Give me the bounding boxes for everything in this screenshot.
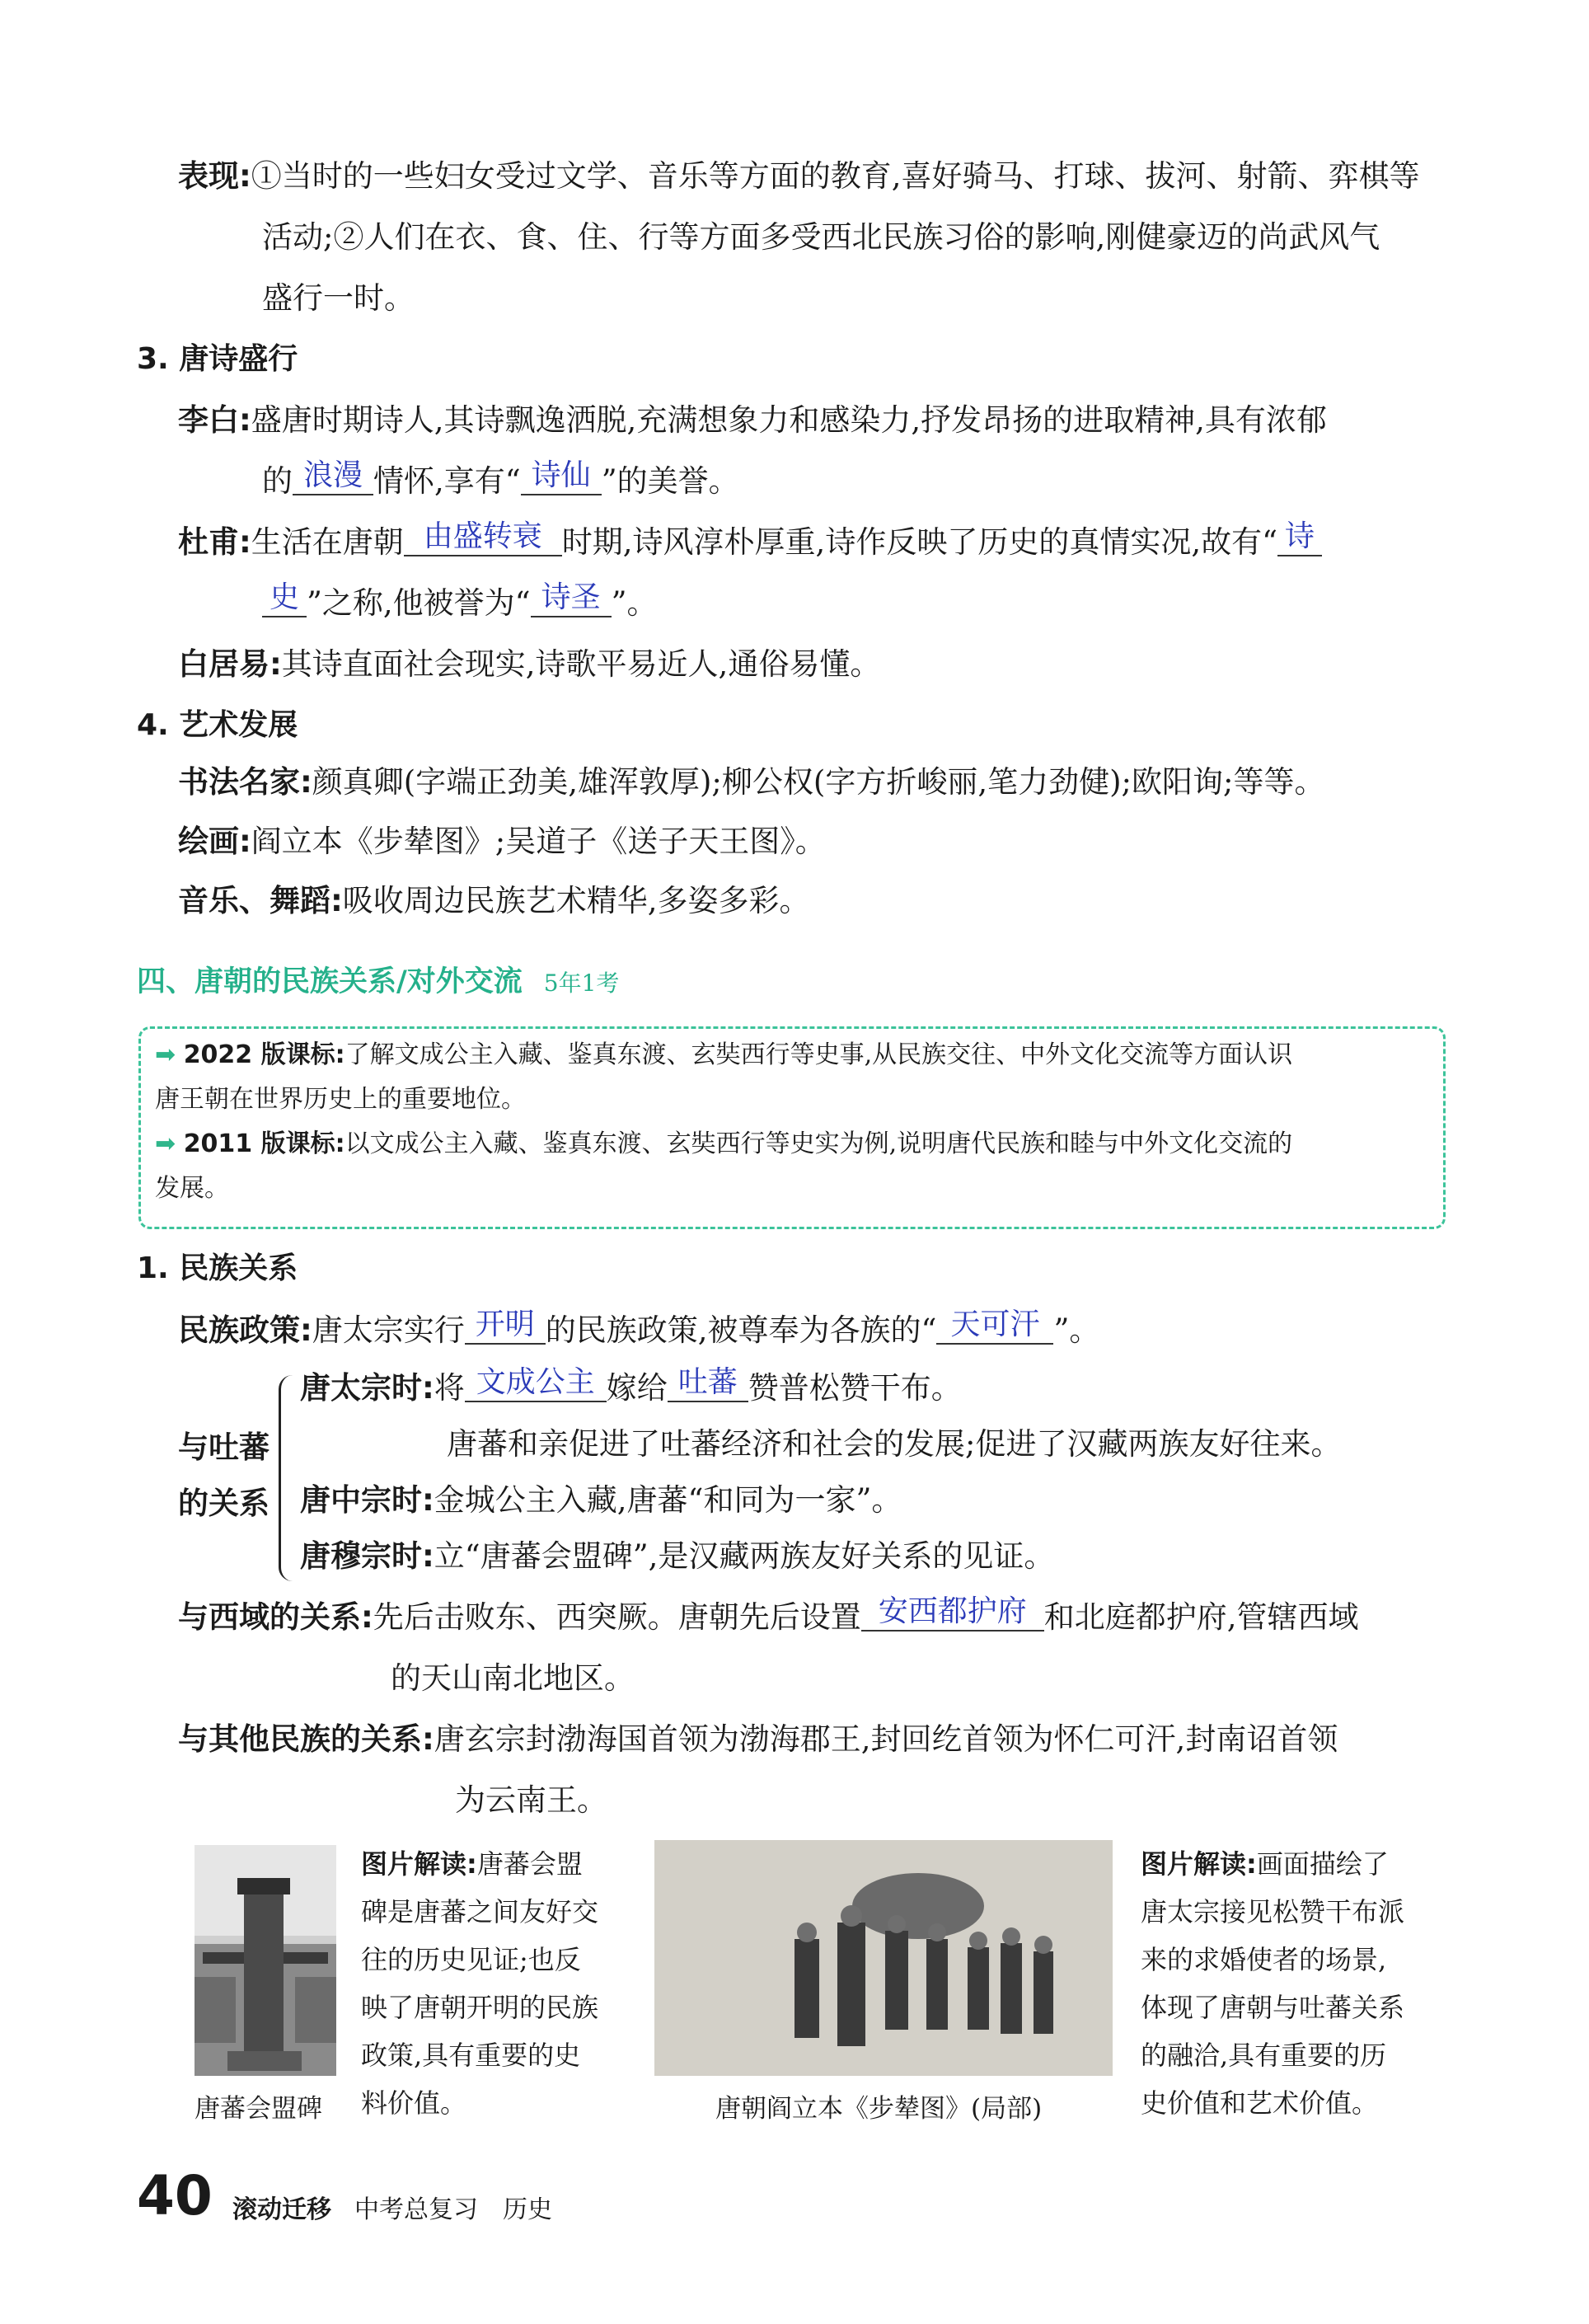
note1-line3: 映了唐朝开明的民族: [361, 1992, 599, 2023]
answer-tubo: 吐蕃: [668, 1364, 748, 1402]
answer-shixian: 诗仙: [521, 458, 602, 495]
bai-line: [178, 645, 880, 684]
performance-line1: [178, 157, 1420, 196]
dufu-line1: [178, 519, 1322, 563]
std1-line2: 唐王朝在世界历史上的重要地位。: [155, 1085, 526, 1114]
brace: [279, 1375, 293, 1581]
arrow-right-icon: ➡: [155, 1040, 176, 1069]
footer-brand: 滚动迁移: [232, 2195, 331, 2224]
performance-line2: 活动;②人们在衣、食、住、行等方面多受西北民族习俗的影响,刚健豪迈的尚武风气: [262, 219, 1380, 255]
taizong-pre: 将: [434, 1370, 465, 1406]
policy-post: ”。: [1053, 1312, 1100, 1348]
libai-post: ”的美誉。: [601, 463, 739, 499]
calligraphy-line: [178, 763, 1324, 802]
section4-meta: 5年1考: [543, 970, 620, 997]
fig1-caption: 唐蕃会盟碑: [195, 2094, 322, 2124]
note1-line5: 料价值。: [361, 2087, 467, 2119]
other-line1: [178, 1720, 1338, 1759]
other-label: 与其他民族的关系:: [178, 1721, 434, 1757]
note1-line2: 往的历史见证;也反: [361, 1944, 581, 1975]
note2-line0: 图片解读:画面描绘了: [1141, 1848, 1389, 1880]
note2-line5: 史价值和艺术价值。: [1141, 2087, 1379, 2119]
answer-shi-b: 史: [262, 580, 307, 617]
west-line1: [178, 1594, 1359, 1638]
note1: [361, 1840, 633, 2127]
other-line2: 为云南王。: [455, 1782, 607, 1818]
answer-kaiming: 开明: [465, 1307, 546, 1345]
zhongzong-text: 金城公主入藏,唐蕃“和同为一家”。: [434, 1482, 902, 1518]
note1-line0: 图片解读:唐蕃会盟: [361, 1848, 583, 1880]
std1-line1: [155, 1037, 1292, 1073]
calligraphy-text: 颜真卿(字端正劲美,雄浑敦厚);柳公权(字方折峻丽,笔力劲健);欧阳询;等等。: [312, 764, 1325, 800]
std1-label: 2022 版课标:: [183, 1040, 345, 1069]
policy-line: [178, 1308, 1100, 1351]
dufu-post: ”。: [611, 585, 658, 621]
std1-text1: 了解文成公主入藏、鉴真东渡、玄奘西行等史事,从民族交往、中外文化交流等方面认识: [345, 1040, 1293, 1069]
calligraphy-label: 书法名家:: [178, 764, 312, 800]
libai-label: 李白:: [178, 402, 251, 438]
note1-line4: 政策,具有重要的史: [361, 2040, 581, 2071]
other-text1: 唐玄宗封渤海国首领为渤海郡王,封回纥首领为怀仁可汗,封南诏首领: [434, 1721, 1338, 1757]
libai-mid: 情怀,享有“: [373, 463, 521, 499]
zhongzong-label: 唐中宗时:: [300, 1482, 434, 1518]
west-post: 和北庭都护府,管辖西域: [1043, 1599, 1359, 1635]
note2: [1141, 1840, 1446, 2127]
answer-shi-a: 诗: [1277, 519, 1322, 556]
painting-text: 阎立本《步辇图》;吴道子《送子天王图》。: [251, 824, 826, 859]
policy-pre: 唐太宗实行: [312, 1312, 465, 1348]
taizong-line2: 唐蕃和亲促进了吐蕃经济和社会的发展;促进了汉藏两族友好往来。: [447, 1426, 1342, 1462]
note2-line3: 体现了唐朝与吐蕃关系: [1141, 1992, 1405, 2023]
music-label: 音乐、舞蹈:: [178, 883, 343, 918]
arrow-right-icon: ➡: [155, 1129, 176, 1158]
std2-label: 2011 版课标:: [183, 1129, 345, 1158]
libai-pre: 的: [262, 463, 293, 499]
west-pre: 先后击败东、西突厥。唐朝先后设置: [373, 1599, 861, 1635]
tibet-label-line2: 的关系: [178, 1486, 270, 1521]
taizong-mid: 嫁给: [606, 1370, 668, 1406]
std2-line1: [155, 1126, 1292, 1162]
fig2-caption: 唐朝阎立本《步辇图》(局部): [715, 2094, 1043, 2124]
note1-line1: 碑是唐蕃之间友好交: [361, 1896, 599, 1927]
note1-label: 图片解读:: [361, 1848, 477, 1880]
west-label: 与西域的关系:: [178, 1599, 373, 1635]
note2-line4: 的融洽,具有重要的历: [1141, 2040, 1387, 2071]
answer-wencheng: 文成公主: [465, 1364, 607, 1402]
note2-line1: 唐太宗接见松赞干布派: [1141, 1896, 1405, 1927]
zhongzong-line: [300, 1481, 902, 1520]
section4-heading: [137, 959, 619, 1000]
libai-line2: [262, 458, 739, 502]
west-line2: 的天山南北地区。: [391, 1660, 635, 1696]
painting-label: 绘画:: [178, 824, 251, 859]
stele-photo: [195, 1845, 336, 2076]
dufu-pre: 生活在唐朝: [251, 524, 404, 560]
performance-line3: 盛行一时。: [262, 280, 415, 316]
taizong-label: 唐太宗时:: [300, 1370, 434, 1406]
policy-label: 民族政策:: [178, 1312, 312, 1348]
muzong-label: 唐穆宗时:: [300, 1538, 434, 1574]
taizong-post: 赞普松赞干布。: [748, 1370, 962, 1406]
answer-tiankehan: 天可汗: [936, 1307, 1053, 1345]
muzong-line: [300, 1537, 1054, 1576]
std2-text1: 以文成公主入藏、鉴真东渡、玄奘西行等史实为例,说明唐代民族和睦与中外文化交流的: [345, 1129, 1293, 1158]
answer-langman: 浪漫: [293, 458, 373, 495]
muzong-text: 立“唐蕃会盟碑”,是汉藏两族友好关系的见证。: [434, 1538, 1055, 1574]
painting-line: [178, 822, 826, 862]
page-number: 40: [137, 2164, 213, 2228]
footer-book: 中考总复习: [354, 2195, 478, 2224]
dufu-label: 杜甫:: [178, 524, 251, 560]
poetry-heading: 3. 唐诗盛行: [137, 342, 298, 376]
bai-label: 白居易:: [178, 646, 282, 682]
art-heading: 4. 艺术发展: [137, 708, 298, 742]
std2-line2: 发展。: [155, 1174, 229, 1203]
ethnic-heading: 1. 民族关系: [137, 1251, 298, 1285]
music-text: 吸收周边民族艺术精华,多姿多彩。: [342, 883, 810, 918]
taizong-line1: [300, 1365, 962, 1409]
libai-line1: [178, 401, 1327, 440]
section4-title: 四、唐朝的民族关系/对外交流: [137, 965, 523, 998]
answer-anxi: 安西都护府: [861, 1594, 1044, 1631]
performance-label: 表现:: [178, 158, 251, 194]
answer-shisheng: 诗圣: [531, 580, 612, 617]
performance-text1: ①当时的一些妇女受过文学、音乐等方面的教育,喜好骑马、打球、拔河、射箭、弈棋等: [251, 158, 1420, 194]
dufu-line2: [262, 580, 658, 624]
music-line: [178, 881, 810, 921]
policy-mid: 的民族政策,被尊奉为各族的“: [545, 1312, 937, 1348]
painting-image: [654, 1840, 1113, 2076]
dufu-mid2: ”之称,他被誉为“: [307, 585, 531, 621]
libai-text1: 盛唐时期诗人,其诗飘逸洒脱,充满想象力和感染力,抒发昂扬的进取精神,具有浓郁: [251, 402, 1327, 438]
tibet-label-line1: 与吐蕃: [178, 1430, 270, 1465]
note2-label: 图片解读:: [1141, 1848, 1257, 1880]
answer-yousheng: 由盛转衰: [404, 519, 562, 556]
note2-line2: 来的求婚使者的场景,: [1141, 1944, 1387, 1975]
dufu-mid: 时期,诗风淳朴厚重,诗作反映了历史的真情实况,故有“: [561, 524, 1277, 560]
footer-subject: 历史: [503, 2195, 552, 2224]
bai-text: 其诗直面社会现实,诗歌平易近人,通俗易懂。: [281, 646, 881, 682]
